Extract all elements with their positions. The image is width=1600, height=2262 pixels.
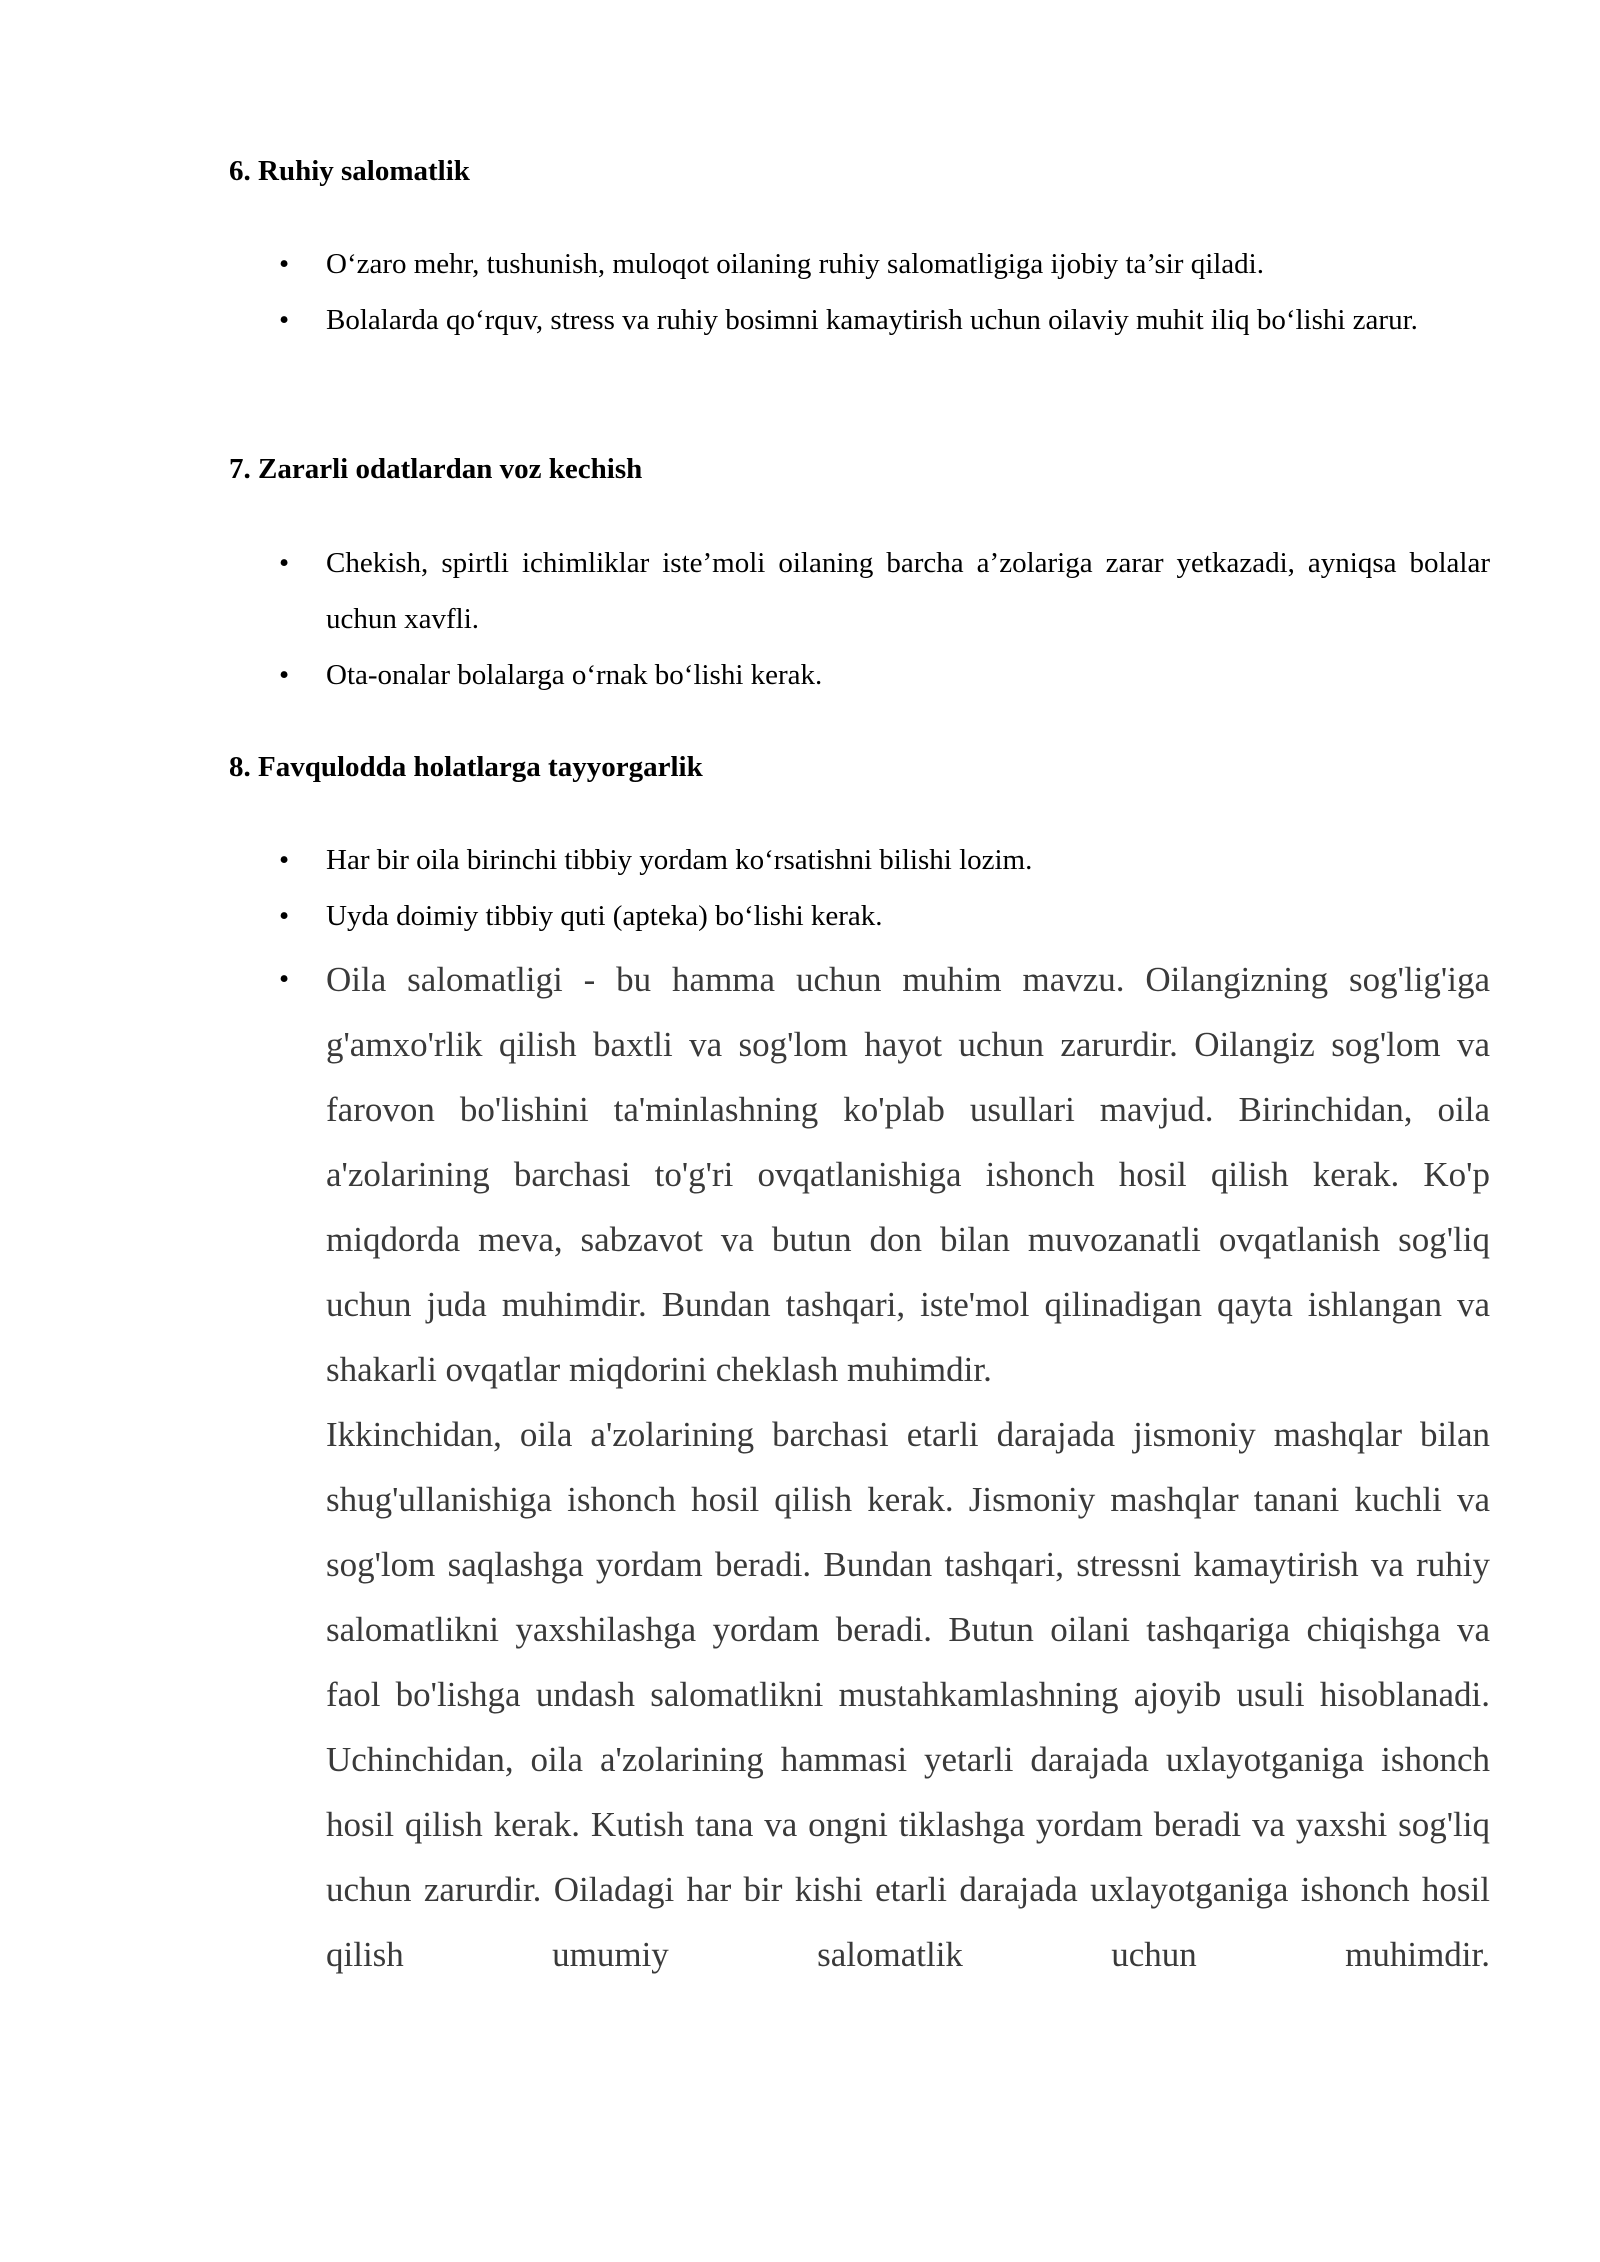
bullet-icon: • xyxy=(279,900,290,932)
bullet-icon: • xyxy=(279,659,290,691)
bullet-icon: • xyxy=(279,844,290,876)
bullet-icon: • xyxy=(279,963,290,995)
list-item-text: Har bir oila birinchi tibbiy yordam ko‘rsatishni bilishi lozim. xyxy=(326,844,1033,876)
bullet-icon: • xyxy=(279,304,290,336)
paragraph-oila-salomatligi: Oila salomatligi - bu hamma uchun muhim mavzu. Oilangizning sog'lig'iga g'amxo'rlik qilish baxtli va sog'lom hayot uchun zarurdir. Oilangiz sog'lom va farovon bo'lishini ta'minlashning ko'plab usullari mavjud. Birinchidan, oila a'zolarining barchasi to'g'ri ovqatlanishiga ishonch hosil qilish kerak. Ko'p miqdorda meva, sabzavot va butun don bilan muvozanatli ovqatlanish sog'liq uchun juda muhimdir. Bundan tashqari, iste'mol qilinadigan qayta ishlangan va shakarli ovqatlar miqdorini cheklash muhimdir. xyxy=(326,960,1490,1389)
list-item-text: Bolalarda qo‘rquv, stress va ruhiy bosimni kamaytirish uchun oilaviy muhit iliq bo‘lishi zarur. xyxy=(326,304,1418,336)
bullet-list-ruhiy-salomatlik xyxy=(229,236,1490,348)
list-item-text: Ota-onalar bolalarga o‘rnak bo‘lishi kerak. xyxy=(326,659,823,691)
list-item xyxy=(229,888,1490,944)
list-item xyxy=(229,647,1490,703)
long-item-body xyxy=(326,947,1490,1987)
list-item xyxy=(229,535,1490,647)
list-item-text: Chekish, spirtli ichimliklar iste’moli oilaning barcha a’zolariga zarar yetkazadi, ayniqsa bolalar uchun xavfli. xyxy=(326,547,1490,635)
section-heading-zararli-odatlar: 7. Zararli odatlardan voz kechish xyxy=(229,453,643,485)
list-item-long xyxy=(229,947,1490,1987)
list-item xyxy=(229,236,1490,292)
list-item-text: Uyda doimiy tibbiy quti (apteka) bo‘lishi kerak. xyxy=(326,900,883,932)
list-item xyxy=(229,832,1490,888)
list-item-text: O‘zaro mehr, tushunish, muloqot oilaning ruhiy salomatligiga ijobiy ta’sir qiladi. xyxy=(326,248,1264,280)
paragraph-uchinchidan: Uchinchidan, oila a'zolarining hammasi yetarli darajada uxlayotganiga ishonch hosil qilish kerak. Kutish tana va ongni tiklashga yordam beradi va yaxshi sog'liq uchun zarurdir. Oiladagi har bir kishi etarli darajada uxlayotganiga ishonch hosil qilish umumiy salomatlik uchun muhimdir. xyxy=(326,1740,1490,1974)
paragraph-ikkinchidan: Ikkinchidan, oila a'zolarining barchasi etarli darajada jismoniy mashqlar bilan shug'ullanishiga ishonch hosil qilish kerak. Jismoniy mashqlar tanani kuchli va sog'lom saqlashga yordam beradi. Bundan tashqari, stressni kamaytirish va ruhiy salomatlikni yaxshilashga yordam beradi. Butun oilani tashqariga chiqishga va faol bo'lishga undash salomatlikni mustahkamlashning ajoyib usuli hisoblanadi. xyxy=(326,1415,1490,1714)
bullet-list-zararli-odatlar xyxy=(229,535,1490,703)
bullet-icon: • xyxy=(279,248,290,280)
bullet-icon: • xyxy=(279,547,290,579)
section-heading-favqulodda-holatlar: 8. Favqulodda holatlarga tayyorgarlik xyxy=(229,751,703,783)
list-item xyxy=(229,292,1490,348)
section-heading-ruhiy-salomatlik: 6. Ruhiy salomatlik xyxy=(229,155,470,187)
bullet-list-favqulodda-holatlar xyxy=(229,832,1490,944)
